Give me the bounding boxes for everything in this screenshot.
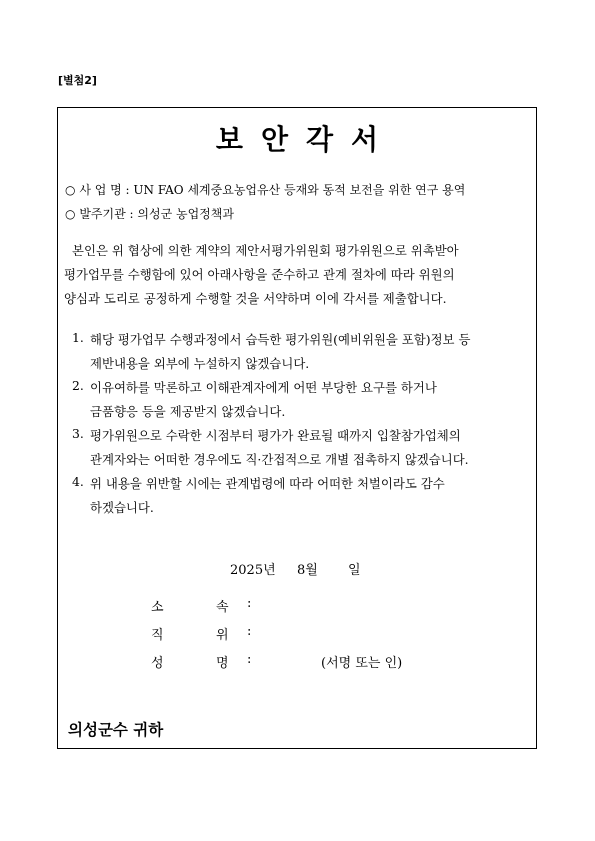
pledge-text: 위 내용을 위반할 시에는 관계법령에 따라 어떠한 처벌이라도 감수 [90,476,445,491]
project-value: UN FAO 세계중요농업유산 등재와 동적 보전을 위한 연구 용역 [133,183,466,197]
field-label-char: 소 [151,600,164,615]
pledge-text-cont: 제반내용을 외부에 누설하지 않겠습니다. [90,356,310,371]
field-label-char: 속 [216,600,229,615]
circle-bullet-icon: ○ [65,207,76,221]
intro-line: 본인은 위 협상에 의한 계약의 제안서평가위원회 평가위원으로 위촉받아 [72,243,459,258]
pledge-number: 3. [72,426,84,441]
pledge-text: 평가위원으로 수락한 시점부터 평가가 완료될 때까지 입찰참가업체의 [90,428,461,443]
field-label-char: 성 [151,656,164,671]
date-month: 8월 [297,563,318,578]
intro-line: 양심과 도리로 공정하게 수행할 것을 서약하며 이에 각서를 제출합니다. [64,291,447,306]
pledge-text: 이유여하를 막론하고 이해관계자에게 어떤 부당한 요구를 하거나 [90,380,437,395]
pledge-text: 해당 평가업무 수행과정에서 습득한 평가위원(예비위원을 포함)정보 등 [90,332,471,347]
field-separator: : [247,652,252,667]
pledge-number: 4. [72,474,84,489]
project-separator: : [125,183,130,197]
field-label-char: 위 [216,628,229,643]
document-title: 보안각서 [215,123,397,156]
field-separator: : [247,624,252,639]
field-label-char: 직 [151,628,164,643]
intro-paragraph [64,239,532,311]
project-label: 사 업 명 [79,183,122,197]
client-separator: : [129,207,134,221]
client-line [65,205,234,222]
pledge-number: 2. [72,378,84,393]
field-separator: : [247,596,252,611]
pledge-text-cont: 관계자와는 어떠한 경우에도 직·간접적으로 개별 접촉하지 않겠습니다. [90,452,469,467]
attachment-label: [별첨2] [58,74,97,87]
pledge-text-cont: 하겠습니다. [90,500,154,515]
field-label-char: 명 [216,656,229,671]
client-label: 발주기관 [79,207,126,221]
intro-line: 평가업무를 수행함에 있어 아래사항을 준수하고 관계 절차에 따라 위원의 [64,267,455,282]
pledge-form [57,107,537,749]
circle-bullet-icon: ○ [65,183,76,197]
date-day: 일 [348,563,361,578]
client-value: 의성군 농업정책과 [137,207,234,221]
signature-placeholder[interactable]: (서명 또는 인) [321,656,403,671]
project-line [65,181,465,198]
pledge-text-cont: 금품향응 등을 제공받지 않겠습니다. [90,404,286,419]
addressee: 의성군수 귀하 [68,721,164,739]
date-year: 2025년 [230,563,276,578]
pledge-number: 1. [72,330,84,345]
